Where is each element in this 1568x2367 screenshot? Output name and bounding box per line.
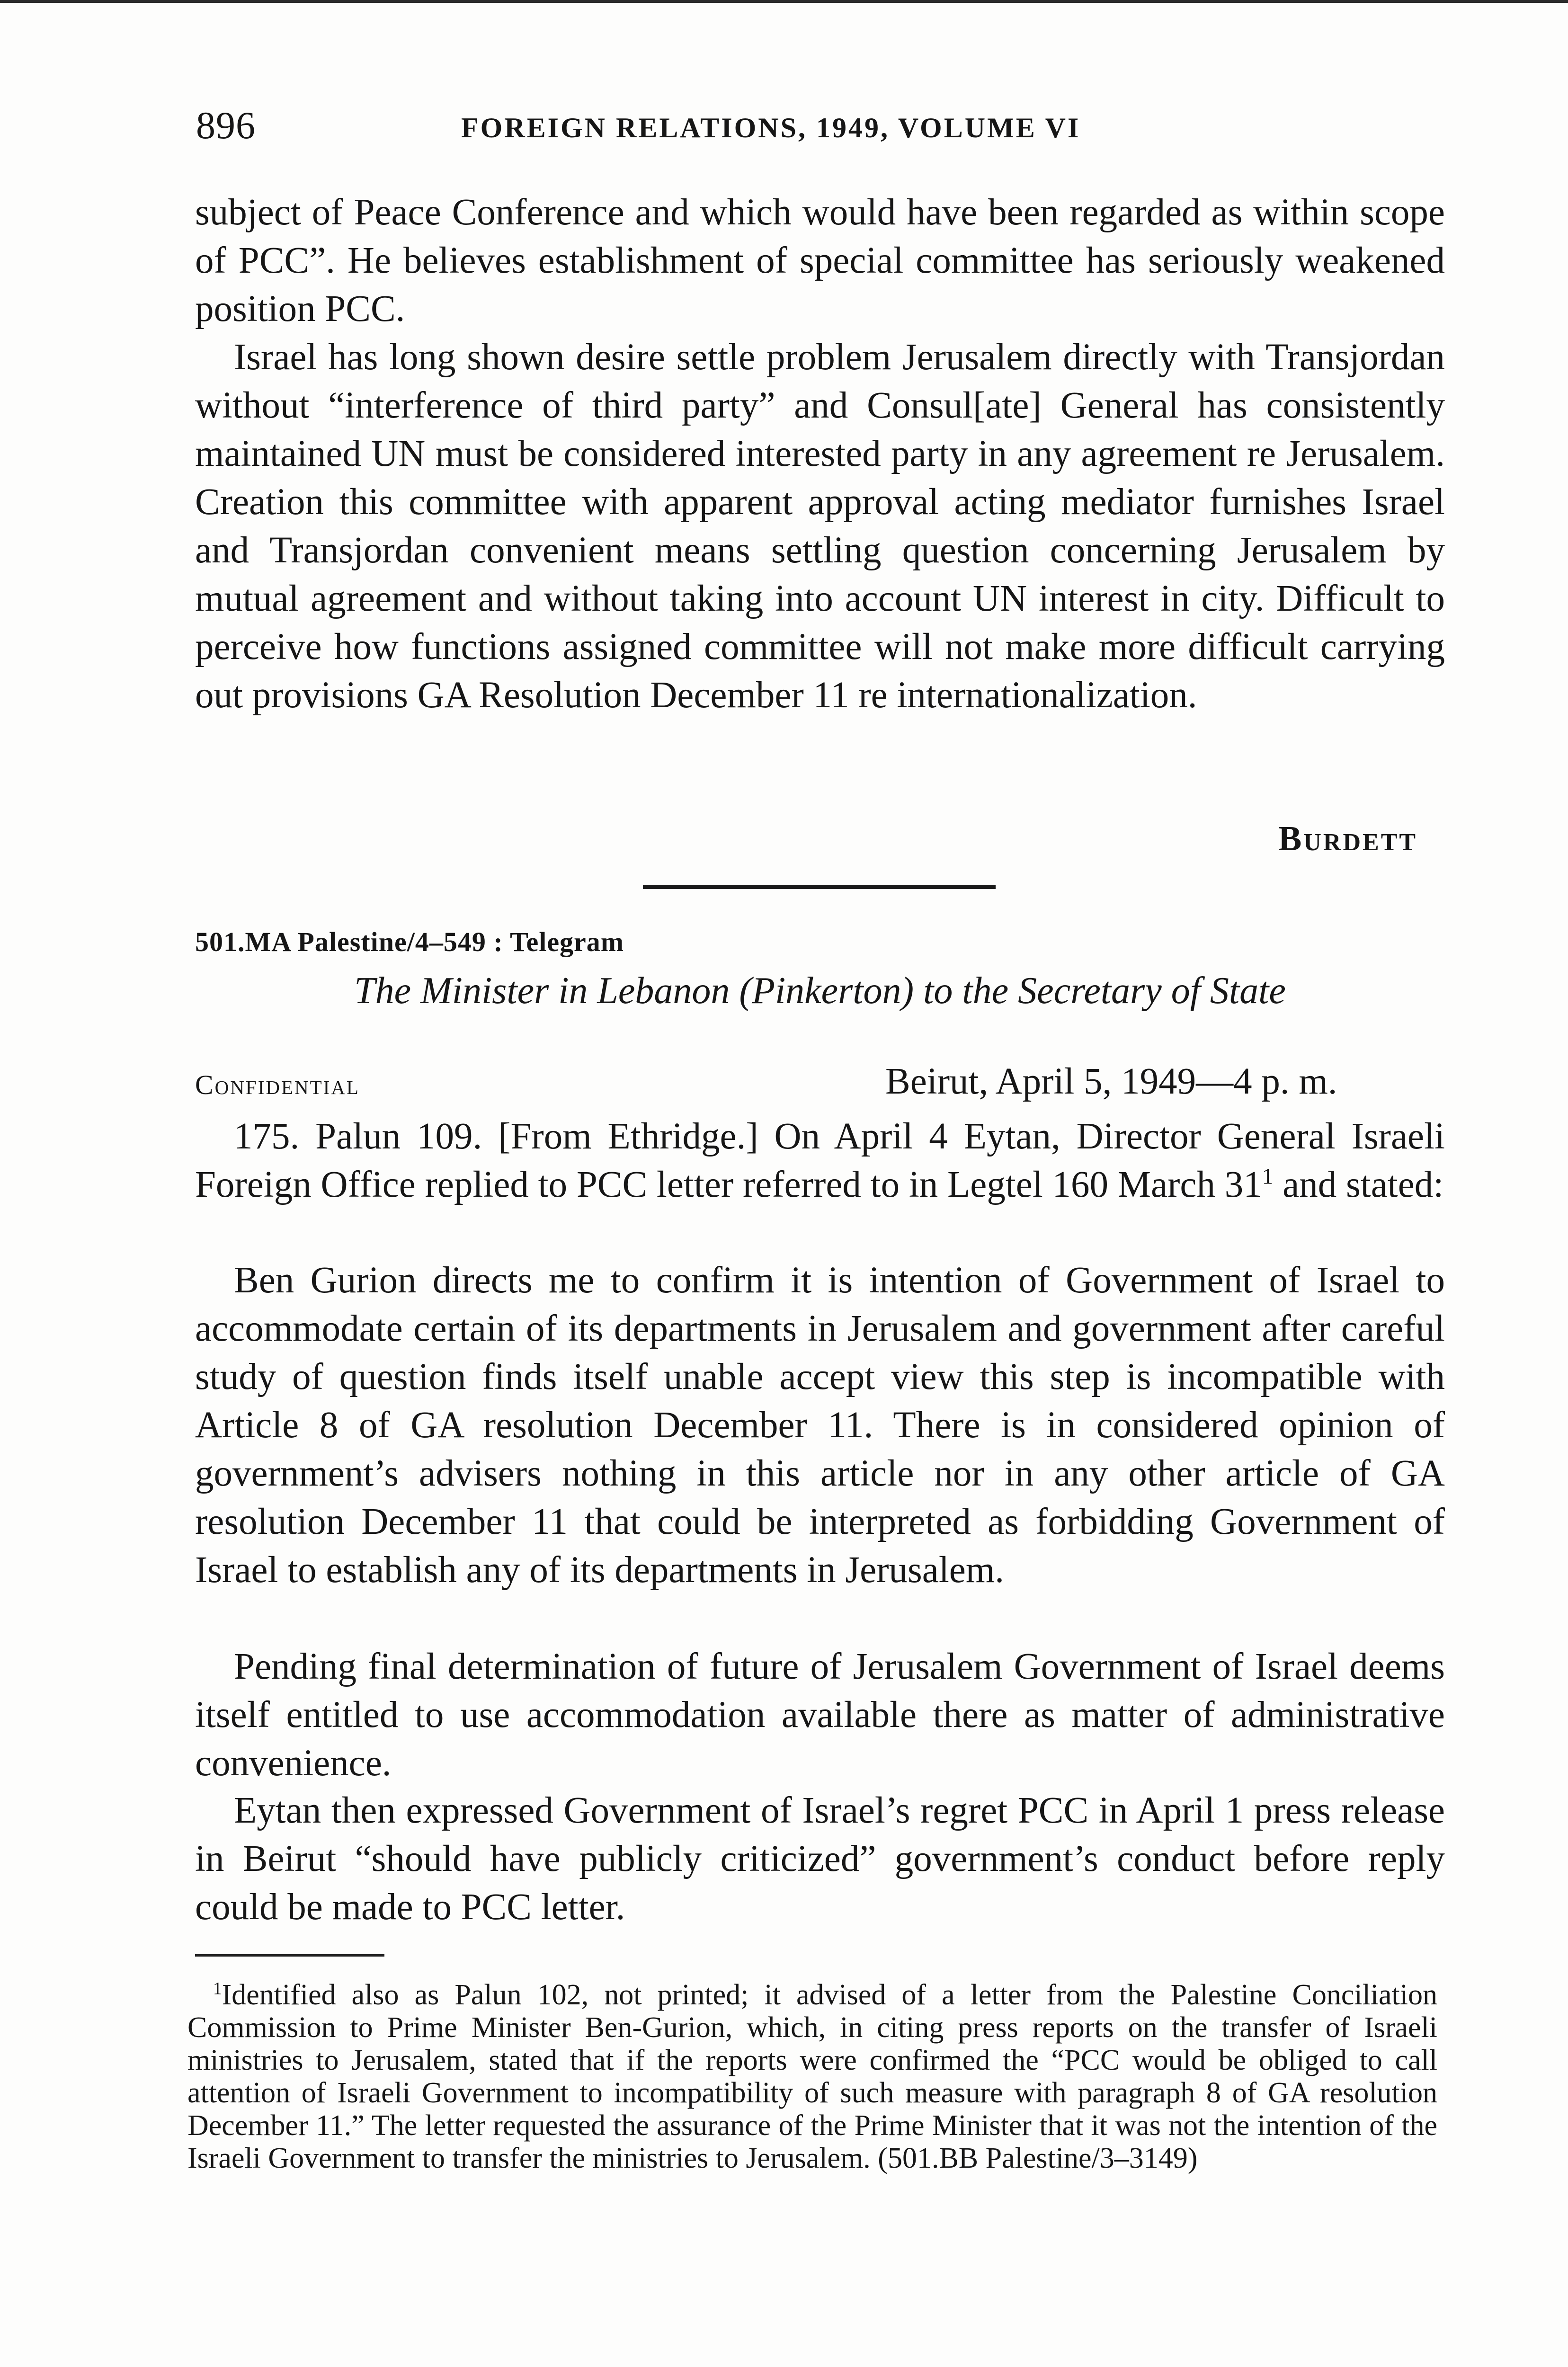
footnote-reference: 1 <box>1262 1164 1274 1189</box>
telegram-paragraph-1 <box>195 1112 1445 1209</box>
telegram-paragraph-2: Ben Gurion directs me to confirm it is intention of Government of Israel to accommodate certain of its departments in Jerusalem and government after careful study of question finds itself unable accept view this step is incompatible with Article 8 of GA resolution December 11. There is in considered opinion of government’s advisers nothing in this article nor in any other article of GA resolution December 11 that could be interpreted as forbidding Government of Israel to establish any of its departments in Jerusalem. <box>195 1260 1445 1591</box>
footnote <box>187 1979 1437 2175</box>
dateline: Beirut, April 5, 1949—4 p. m. <box>885 1061 1337 1102</box>
footnote-divider <box>195 1954 384 1957</box>
telegram-paragraph-1-end: and stated: <box>1273 1164 1444 1205</box>
classification-label: Confidential <box>195 1069 360 1100</box>
jerusalem-committee-paragraph: Israel has long shown desire settle problem Jerusalem directly with Transjordan without “interference of third party” and Consul[ate] General has consistently maintained UN must be considered interested party in any agreement re Jerusalem. Creation this committee with apparent approval acting mediator furnishes Israel and Transjordan convenient means settling question concerning Jerusalem by mutual agreement and without taking into account UN interest in city. Difficult to perceive how functions assigned committee will not make more difficult carrying out provisions GA Resolution December 11 re internationalization. <box>195 337 1445 716</box>
page-number: 896 <box>196 104 256 147</box>
section-divider <box>643 885 996 889</box>
telegram-paragraph-3: Pending final determination of future of Jerusalem Government of Israel deems itself entitled to use accommodation available there as matter of administrative convenience. <box>195 1646 1445 1784</box>
signature-burdett: Burdett <box>1278 819 1418 858</box>
footnote-text: Identified also as Palun 102, not printed; it advised of a letter from the Palestine Conciliation Commission to Prime Minister Ben-Gurion, which, in citing press reports on the transfer of Israeli ministries to Jerusalem, stated that if the reports were confirmed the “PCC would be obliged to call attention of Israeli Government to incompatibility of such measure with paragraph 8 of GA resolution December 11.” The letter requested the assurance of the Prime Minister that it was not the intention of the Israeli Government to transfer the ministries to Jerusalem. (501.BB Palestine/3–3149) <box>187 1979 1437 2174</box>
telegram-paragraph-1-text: 175. Palun 109. [From Ethridge.] On April 4 Eytan, Director General Israeli Foreign Office replied to PCC letter referred to in Legtel 160 March 31 <box>195 1116 1445 1205</box>
file-reference: 501.MA Palestine/4–549 : Telegram <box>195 926 624 957</box>
running-title: FOREIGN RELATIONS, 1949, VOLUME VI <box>461 112 1081 143</box>
top-border-line <box>0 0 1568 3</box>
telegram-paragraph-4: Eytan then expressed Government of Israel’s regret PCC in April 1 press release in Beirut “should have publicly criticized” government’s conduct before reply could be made to PCC letter. <box>195 1790 1445 1928</box>
page-header <box>196 103 1455 155</box>
footnote-marker: 1 <box>213 1979 222 1999</box>
document-title: The Minister in Lebanon (Pinkerton) to the Secretary of State <box>354 970 1286 1012</box>
continued-paragraph: subject of Peace Conference and which would have been regarded as within scope of PCC”. He believes establishment of special committee has seriously weakened position PCC. <box>195 192 1445 329</box>
